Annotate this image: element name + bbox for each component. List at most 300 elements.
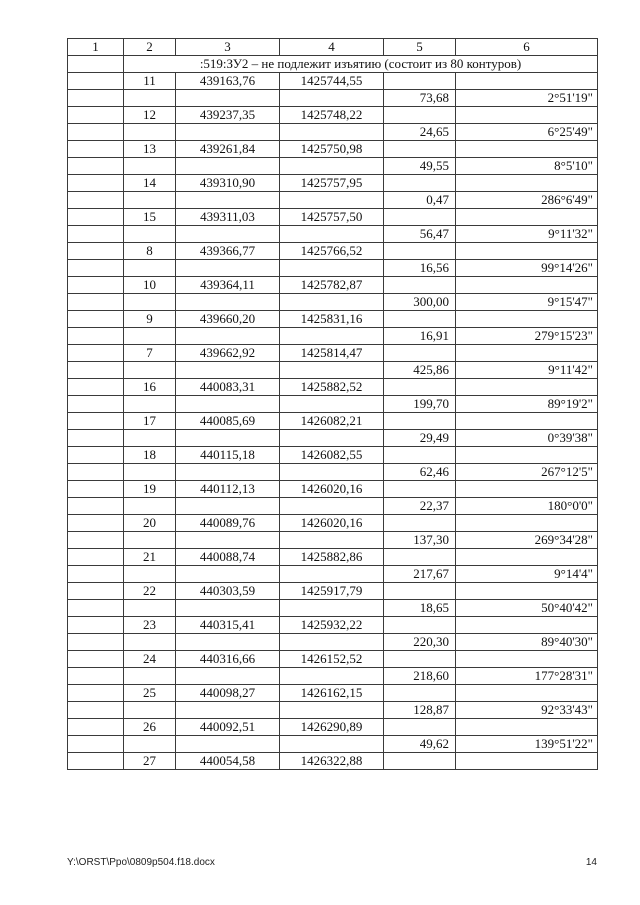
segment-row (68, 294, 598, 311)
empty-cell (176, 192, 280, 209)
empty-cell (384, 107, 456, 124)
empty-cell (176, 90, 280, 107)
point-row (68, 243, 598, 260)
empty-cell (384, 583, 456, 600)
empty-cell (124, 396, 176, 413)
empty-cell (456, 481, 598, 498)
empty-cell (280, 668, 384, 685)
empty-cell (68, 549, 124, 566)
empty-cell (456, 549, 598, 566)
segment-length: 199,70 (384, 396, 456, 413)
empty-cell (384, 345, 456, 362)
empty-cell (124, 90, 176, 107)
empty-cell (68, 328, 124, 345)
direction-angle: 286°6'49" (456, 192, 598, 209)
empty-cell (68, 447, 124, 464)
coordinate-y: 1425757,95 (280, 175, 384, 192)
direction-angle: 6°25'49" (456, 124, 598, 141)
point-number: 14 (124, 175, 176, 192)
empty-cell (176, 124, 280, 141)
empty-cell (280, 294, 384, 311)
empty-cell (68, 192, 124, 209)
empty-cell (280, 566, 384, 583)
segment-row (68, 600, 598, 617)
empty-cell (124, 668, 176, 685)
point-row (68, 753, 598, 770)
empty-cell (68, 73, 124, 90)
point-number: 15 (124, 209, 176, 226)
segment-length: 220,30 (384, 634, 456, 651)
coordinate-y: 1425932,22 (280, 617, 384, 634)
segment-row (68, 260, 598, 277)
empty-cell (280, 124, 384, 141)
contour-title-empty-cell (68, 56, 124, 73)
point-row (68, 447, 598, 464)
empty-cell (68, 651, 124, 668)
coordinate-y: 1426082,55 (280, 447, 384, 464)
segment-length: 0,47 (384, 192, 456, 209)
coordinate-x: 440316,66 (176, 651, 280, 668)
empty-cell (176, 634, 280, 651)
empty-cell (456, 413, 598, 430)
empty-cell (384, 753, 456, 770)
coordinate-x: 439311,03 (176, 209, 280, 226)
empty-cell (124, 294, 176, 311)
segment-row (68, 192, 598, 209)
empty-cell (176, 668, 280, 685)
point-number: 11 (124, 73, 176, 90)
empty-cell (68, 719, 124, 736)
empty-cell (68, 753, 124, 770)
segment-row (68, 532, 598, 549)
empty-cell (68, 600, 124, 617)
segment-length: 29,49 (384, 430, 456, 447)
empty-cell (456, 515, 598, 532)
empty-cell (456, 311, 598, 328)
empty-cell (68, 260, 124, 277)
empty-cell (384, 719, 456, 736)
direction-angle: 2°51'19" (456, 90, 598, 107)
empty-cell (68, 634, 124, 651)
segment-length: 56,47 (384, 226, 456, 243)
header-row (68, 39, 598, 56)
empty-cell (456, 345, 598, 362)
segment-row (68, 362, 598, 379)
coordinate-x: 440115,18 (176, 447, 280, 464)
coordinate-y: 1426152,52 (280, 651, 384, 668)
coordinate-y: 1425831,16 (280, 311, 384, 328)
empty-cell (68, 362, 124, 379)
empty-cell (68, 243, 124, 260)
segment-row (68, 124, 598, 141)
coordinate-x: 440303,59 (176, 583, 280, 600)
empty-cell (384, 447, 456, 464)
segment-row (68, 668, 598, 685)
empty-cell (280, 702, 384, 719)
empty-cell (124, 260, 176, 277)
empty-cell (68, 481, 124, 498)
empty-cell (176, 294, 280, 311)
empty-cell (68, 396, 124, 413)
empty-cell (176, 566, 280, 583)
point-row (68, 617, 598, 634)
empty-cell (280, 226, 384, 243)
empty-cell (124, 192, 176, 209)
empty-cell (68, 583, 124, 600)
coordinate-x: 439163,76 (176, 73, 280, 90)
empty-cell (456, 73, 598, 90)
point-number: 7 (124, 345, 176, 362)
contour-title: :519:ЗУ2 – не подлежит изъятию (состоит из 80 контуров) (124, 56, 598, 73)
empty-cell (68, 277, 124, 294)
coordinate-y: 1425766,52 (280, 243, 384, 260)
point-row (68, 583, 598, 600)
empty-cell (68, 209, 124, 226)
coordinate-y: 1425882,52 (280, 379, 384, 396)
empty-cell (176, 430, 280, 447)
empty-cell (456, 447, 598, 464)
empty-cell (384, 617, 456, 634)
empty-cell (124, 600, 176, 617)
empty-cell (456, 719, 598, 736)
empty-cell (384, 481, 456, 498)
point-number: 12 (124, 107, 176, 124)
point-row (68, 73, 598, 90)
empty-cell (384, 277, 456, 294)
empty-cell (280, 90, 384, 107)
empty-cell (176, 226, 280, 243)
point-row (68, 413, 598, 430)
empty-cell (68, 515, 124, 532)
coordinate-x: 439662,92 (176, 345, 280, 362)
coordinate-y: 1425882,86 (280, 549, 384, 566)
empty-cell (456, 753, 598, 770)
direction-angle: 0°39'38" (456, 430, 598, 447)
empty-cell (176, 260, 280, 277)
empty-cell (68, 532, 124, 549)
empty-cell (280, 532, 384, 549)
coordinate-y: 1426290,89 (280, 719, 384, 736)
coordinate-x: 440088,74 (176, 549, 280, 566)
point-row (68, 481, 598, 498)
segment-row (68, 430, 598, 447)
point-number: 22 (124, 583, 176, 600)
empty-cell (176, 498, 280, 515)
empty-cell (124, 532, 176, 549)
empty-cell (456, 209, 598, 226)
point-row (68, 311, 598, 328)
empty-cell (280, 464, 384, 481)
segment-length: 425,86 (384, 362, 456, 379)
coordinate-x: 439364,11 (176, 277, 280, 294)
point-number: 21 (124, 549, 176, 566)
coordinate-y: 1425814,47 (280, 345, 384, 362)
empty-cell (384, 311, 456, 328)
empty-cell (456, 141, 598, 158)
empty-cell (384, 175, 456, 192)
point-row (68, 209, 598, 226)
table-body (68, 39, 598, 770)
empty-cell (280, 328, 384, 345)
direction-angle: 8°5'10" (456, 158, 598, 175)
point-number: 18 (124, 447, 176, 464)
coordinate-x: 440054,58 (176, 753, 280, 770)
point-row (68, 277, 598, 294)
empty-cell (456, 617, 598, 634)
empty-cell (68, 379, 124, 396)
empty-cell (456, 685, 598, 702)
coordinate-y: 1425750,98 (280, 141, 384, 158)
segment-row (68, 158, 598, 175)
direction-angle: 269°34'28" (456, 532, 598, 549)
coordinate-y: 1426020,16 (280, 515, 384, 532)
empty-cell (176, 328, 280, 345)
empty-cell (124, 498, 176, 515)
empty-cell (68, 226, 124, 243)
empty-cell (280, 362, 384, 379)
empty-cell (280, 158, 384, 175)
point-number: 27 (124, 753, 176, 770)
header-cell-6: 6 (456, 39, 598, 56)
empty-cell (384, 413, 456, 430)
coordinate-x: 439366,77 (176, 243, 280, 260)
direction-angle: 50°40'42" (456, 600, 598, 617)
segment-length: 49,62 (384, 736, 456, 753)
coordinate-x: 439237,35 (176, 107, 280, 124)
segment-length: 22,37 (384, 498, 456, 515)
empty-cell (176, 396, 280, 413)
empty-cell (124, 736, 176, 753)
coordinate-y: 1425744,55 (280, 73, 384, 90)
direction-angle: 279°15'23" (456, 328, 598, 345)
empty-cell (124, 328, 176, 345)
point-number: 10 (124, 277, 176, 294)
empty-cell (384, 209, 456, 226)
empty-cell (176, 532, 280, 549)
segment-length: 218,60 (384, 668, 456, 685)
empty-cell (456, 175, 598, 192)
segment-row (68, 498, 598, 515)
coordinate-x: 440092,51 (176, 719, 280, 736)
empty-cell (68, 464, 124, 481)
point-number: 13 (124, 141, 176, 158)
coordinate-x: 439660,20 (176, 311, 280, 328)
empty-cell (68, 702, 124, 719)
point-row (68, 651, 598, 668)
empty-cell (124, 430, 176, 447)
empty-cell (176, 464, 280, 481)
point-row (68, 685, 598, 702)
empty-cell (124, 158, 176, 175)
empty-cell (68, 158, 124, 175)
empty-cell (68, 736, 124, 753)
point-number: 19 (124, 481, 176, 498)
empty-cell (384, 685, 456, 702)
empty-cell (384, 243, 456, 260)
empty-cell (384, 141, 456, 158)
point-row (68, 515, 598, 532)
header-cell-5: 5 (384, 39, 456, 56)
segment-row (68, 634, 598, 651)
coordinate-x: 440315,41 (176, 617, 280, 634)
empty-cell (176, 362, 280, 379)
segment-row (68, 736, 598, 753)
point-row (68, 719, 598, 736)
empty-cell (280, 634, 384, 651)
empty-cell (384, 515, 456, 532)
header-cell-1: 1 (68, 39, 124, 56)
direction-angle: 89°19'2" (456, 396, 598, 413)
empty-cell (68, 430, 124, 447)
point-number: 9 (124, 311, 176, 328)
empty-cell (68, 107, 124, 124)
coordinate-y: 1425757,50 (280, 209, 384, 226)
point-number: 16 (124, 379, 176, 396)
empty-cell (384, 379, 456, 396)
point-number: 26 (124, 719, 176, 736)
point-number: 17 (124, 413, 176, 430)
direction-angle: 99°14'26" (456, 260, 598, 277)
point-number: 25 (124, 685, 176, 702)
coordinates-table (67, 38, 598, 770)
segment-length: 16,56 (384, 260, 456, 277)
empty-cell (68, 566, 124, 583)
point-row (68, 175, 598, 192)
empty-cell (68, 617, 124, 634)
coordinate-y: 1426162,15 (280, 685, 384, 702)
segment-length: 16,91 (384, 328, 456, 345)
header-cell-3: 3 (176, 39, 280, 56)
contour-title-row (68, 56, 598, 73)
point-row (68, 107, 598, 124)
coordinate-y: 1426322,88 (280, 753, 384, 770)
point-number: 20 (124, 515, 176, 532)
document-path: Y:\ORST\Ppo\0809p504.f18.docx (67, 857, 215, 868)
point-row (68, 379, 598, 396)
empty-cell (68, 498, 124, 515)
header-cell-4: 4 (280, 39, 384, 56)
empty-cell (68, 90, 124, 107)
segment-length: 300,00 (384, 294, 456, 311)
point-number: 24 (124, 651, 176, 668)
point-number: 8 (124, 243, 176, 260)
segment-length: 73,68 (384, 90, 456, 107)
empty-cell (68, 175, 124, 192)
empty-cell (384, 73, 456, 90)
direction-angle: 177°28'31" (456, 668, 598, 685)
empty-cell (280, 736, 384, 753)
empty-cell (124, 124, 176, 141)
empty-cell (280, 396, 384, 413)
direction-angle: 9°15'47" (456, 294, 598, 311)
empty-cell (124, 634, 176, 651)
header-cell-2: 2 (124, 39, 176, 56)
segment-row (68, 702, 598, 719)
direction-angle: 139°51'22" (456, 736, 598, 753)
empty-cell (280, 498, 384, 515)
segment-length: 128,87 (384, 702, 456, 719)
empty-cell (280, 430, 384, 447)
empty-cell (176, 702, 280, 719)
empty-cell (280, 192, 384, 209)
empty-cell (176, 158, 280, 175)
page-number: 14 (585, 857, 597, 868)
empty-cell (68, 685, 124, 702)
empty-cell (124, 362, 176, 379)
coordinate-x: 440085,69 (176, 413, 280, 430)
coordinate-x: 440083,31 (176, 379, 280, 396)
empty-cell (68, 413, 124, 430)
coordinate-y: 1426082,21 (280, 413, 384, 430)
segment-length: 24,65 (384, 124, 456, 141)
coordinate-y: 1425782,87 (280, 277, 384, 294)
empty-cell (68, 141, 124, 158)
direction-angle: 9°14'4" (456, 566, 598, 583)
segment-length: 18,65 (384, 600, 456, 617)
segment-length: 217,67 (384, 566, 456, 583)
point-row (68, 549, 598, 566)
coordinate-x: 440098,27 (176, 685, 280, 702)
segment-row (68, 328, 598, 345)
empty-cell (456, 583, 598, 600)
point-number: 23 (124, 617, 176, 634)
empty-cell (124, 226, 176, 243)
empty-cell (68, 345, 124, 362)
empty-cell (280, 260, 384, 277)
segment-length: 49,55 (384, 158, 456, 175)
direction-angle: 89°40'30" (456, 634, 598, 651)
direction-angle: 180°0'0" (456, 498, 598, 515)
empty-cell (384, 549, 456, 566)
empty-cell (384, 651, 456, 668)
coordinate-x: 440089,76 (176, 515, 280, 532)
empty-cell (68, 124, 124, 141)
empty-cell (280, 600, 384, 617)
empty-cell (456, 651, 598, 668)
empty-cell (68, 294, 124, 311)
direction-angle: 267°12'5" (456, 464, 598, 481)
direction-angle: 9°11'42" (456, 362, 598, 379)
empty-cell (176, 736, 280, 753)
empty-cell (456, 277, 598, 294)
segment-row (68, 226, 598, 243)
coordinate-x: 439310,90 (176, 175, 280, 192)
direction-angle: 9°11'32" (456, 226, 598, 243)
point-row (68, 345, 598, 362)
coordinate-y: 1425748,22 (280, 107, 384, 124)
segment-length: 137,30 (384, 532, 456, 549)
segment-row (68, 396, 598, 413)
direction-angle: 92°33'43" (456, 702, 598, 719)
coordinate-y: 1426020,16 (280, 481, 384, 498)
empty-cell (124, 464, 176, 481)
empty-cell (456, 379, 598, 396)
coordinate-x: 439261,84 (176, 141, 280, 158)
segment-row (68, 90, 598, 107)
empty-cell (124, 702, 176, 719)
empty-cell (176, 600, 280, 617)
empty-cell (456, 243, 598, 260)
empty-cell (456, 107, 598, 124)
empty-cell (124, 566, 176, 583)
empty-cell (68, 668, 124, 685)
coordinate-x: 440112,13 (176, 481, 280, 498)
segment-length: 62,46 (384, 464, 456, 481)
coordinate-y: 1425917,79 (280, 583, 384, 600)
empty-cell (68, 311, 124, 328)
point-row (68, 141, 598, 158)
segment-row (68, 566, 598, 583)
